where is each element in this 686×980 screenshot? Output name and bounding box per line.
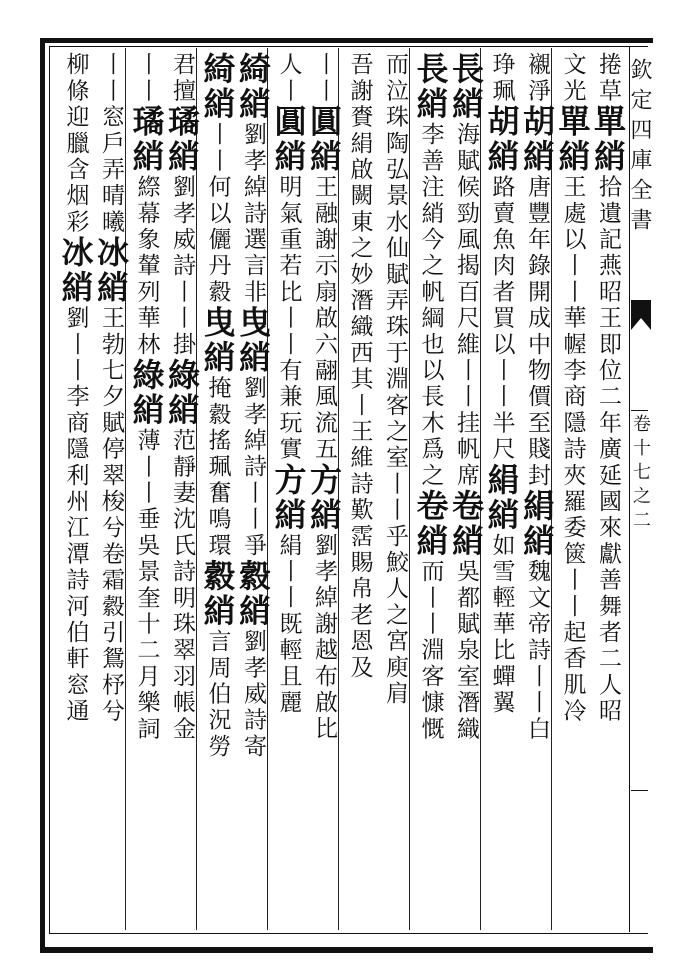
entry-heading: 方綃: [305, 462, 343, 533]
entry-text: 范靜妻沈氏詩明珠翠羽帳金: [169, 427, 195, 743]
entry-heading: 冰綃: [56, 235, 95, 306]
entry-heading: 綺綃: [234, 52, 272, 122]
entry-heading: 綠綃: [127, 357, 166, 428]
entry-text: 丨丨: [311, 52, 337, 105]
entry-text: 王處以丨丨華幄李商隱詩夾羅委篋丨丨起香肌冷: [559, 174, 586, 725]
column-divider: [196, 48, 197, 930]
entry-heading: 長綃: [447, 52, 485, 122]
entry-text: 王融謝示扇啟六翮風流五: [311, 174, 337, 463]
text-column: [269, 52, 308, 924]
entry-heading: 絹綃: [482, 462, 521, 533]
entry-text: 琤珮: [488, 52, 515, 105]
text-column: [518, 52, 556, 924]
margin-book-title: 欽定四庫全書: [627, 58, 652, 238]
column-divider: [267, 48, 268, 930]
entry-heading: 長綃: [411, 52, 450, 122]
entry-heading: 璚綃: [163, 104, 201, 175]
entry-text: 文光: [559, 52, 586, 105]
text-column: [376, 52, 410, 924]
entry-heading: 單綃: [589, 104, 627, 175]
entry-heading: 綺綃: [198, 52, 237, 122]
entry-text: 劉丨丨李商隱利州江潭詩河伯軒窓通: [62, 305, 89, 725]
entry-text: 王勃七夕賦停翠梭兮卷霜縠引鴛杼兮: [98, 305, 124, 725]
entry-heading: 方綃: [269, 462, 308, 533]
entry-heading: 單綃: [553, 104, 592, 175]
entry-text: 君擅: [169, 52, 195, 105]
text-column: [92, 52, 130, 924]
entry-text: 吳都賦泉室潛織: [453, 558, 479, 743]
entry-text: 魏文帝詩丨丨白: [524, 558, 550, 743]
entry-text: 縩幕象輦列華林: [133, 174, 160, 358]
entry-heading: 卷綃: [411, 488, 450, 559]
entry-heading: 縠綃: [198, 558, 237, 629]
entry-text: 李善注綃今之帆綱也以長木爲之: [417, 122, 444, 489]
entry-text: 拾遺記燕昭王即位二年廣延國來獻善舞者二人昭: [595, 174, 621, 725]
entry-heading: 胡綃: [482, 104, 521, 175]
entry-text: 言周伯況勞: [204, 628, 231, 760]
column-divider: [125, 48, 126, 930]
entry-heading: 曳綃: [198, 305, 237, 376]
text-column: [340, 52, 374, 924]
margin-rule-top: [631, 410, 648, 411]
entry-heading: 綠綃: [163, 357, 201, 428]
entry-text: 劉孝綽詩選言非: [240, 122, 266, 306]
text-column: [56, 52, 95, 924]
entry-text: 劉孝威詩丨丨掛: [169, 174, 195, 358]
entry-text: 柳條迎臘含烟彩: [62, 52, 89, 236]
text-column: [127, 52, 166, 924]
entry-heading: 絹綃: [518, 488, 556, 559]
entry-heading: 圓綃: [305, 104, 343, 175]
text-column: [234, 52, 272, 924]
text-column: [198, 52, 237, 924]
text-column: [411, 52, 450, 924]
entry-text: 襯淨: [524, 52, 550, 105]
margin-volume-label: 卷十七之二: [630, 414, 651, 534]
entry-text: 吾謝賚絹啟闕東之妙潛織西其丨王維詩歎霑賜帛老恩及: [346, 52, 373, 681]
entry-heading: 曳綃: [234, 305, 272, 376]
entry-text: 丨丨窓戶弄晴曦: [98, 52, 124, 236]
text-column: [447, 52, 485, 924]
text-column: [163, 52, 201, 924]
entry-text: 路賣魚肉者買以丨丨半尺: [488, 174, 515, 463]
entry-text: 明氣重若比丨丨有兼玩實: [275, 174, 302, 463]
text-column: [553, 52, 592, 924]
entry-text: 丨丨何以儷丹縠: [204, 122, 231, 306]
entry-heading: 胡綃: [518, 104, 556, 175]
entry-text: 薄丨丨垂吳景奎十二月樂詞: [133, 427, 160, 743]
entry-text: 如雪輕華比蟬翼: [488, 532, 515, 717]
entry-text: 而丨丨淵客慷慨: [417, 558, 444, 743]
entry-text: 丨丨: [133, 52, 160, 105]
entry-text: 海賦候勁風揭百尺維丨丨挂帆席: [453, 122, 479, 489]
fish-tail-mark: [631, 300, 651, 330]
text-column: [305, 52, 343, 924]
entry-heading: 縠綃: [234, 558, 272, 629]
entry-text: 劉孝綽詩丨丨爭: [240, 375, 266, 559]
entry-heading: 卷綃: [447, 488, 485, 559]
entry-text: 絹丨丨既輕且麗: [275, 532, 302, 717]
entry-text: 掩縠搖珮奮鳴環: [204, 375, 231, 559]
entry-text: 劉孝威詩寄: [240, 628, 266, 760]
entry-text: 劉孝綽謝越布啟比: [311, 532, 337, 743]
column-divider: [409, 48, 410, 930]
entry-text: 人丨: [275, 52, 302, 105]
entry-text: 捲草: [595, 52, 621, 105]
text-column: [482, 52, 521, 924]
text-column: [589, 52, 627, 924]
entry-text: 而泣珠陶弘景水仙賦弄珠于淵客之室丨丨乎鮫人之宮庾肩: [382, 52, 408, 707]
margin-rule-bottom: [631, 790, 648, 791]
entry-text: 唐豐年錄開成中物價至賤封: [524, 174, 550, 489]
entry-heading: 璚綃: [127, 104, 166, 175]
entry-heading: 圓綃: [269, 104, 308, 175]
entry-heading: 冰綃: [92, 235, 130, 306]
